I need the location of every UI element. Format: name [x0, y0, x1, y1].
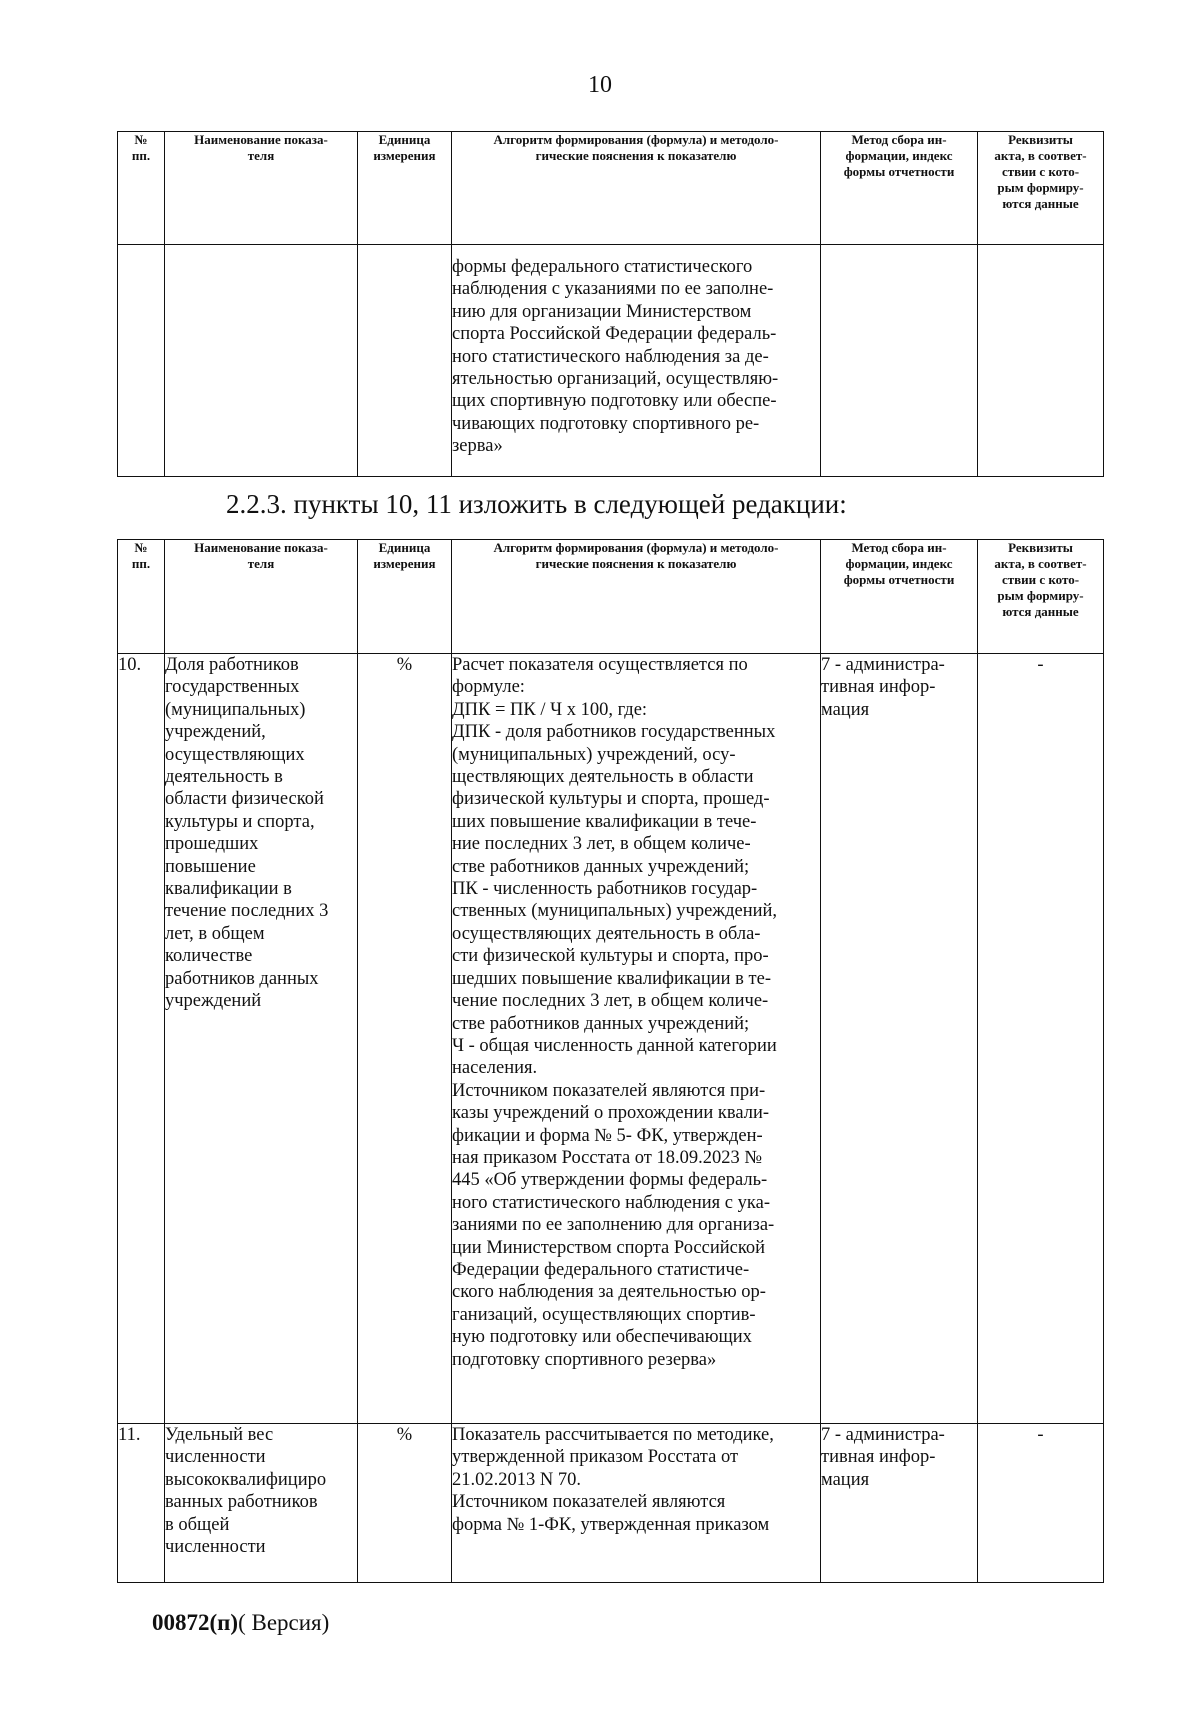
header-algorithm: Алгоритм формирования (формула) и методоло- гические пояснения к показателю — [452, 540, 821, 654]
indicator-requisites: - — [978, 654, 1104, 1424]
indicator-algorithm: Расчет показателя осуществляется по формуле: ДПК = ПК / Ч х 100, где: ДПК - доля работников государственных (муниципальных) учреждений, осу- ществляющих деятельность в области физической культуры и спорта, прошед- ших повышение квалификации в тече- ние последних 3 лет, в общем количе- стве работников данных учреждений; ПК - численность работников государ- ственных (муниципальных) учреждений, осуществляющих деятельность в обла- сти физической культуры и спорта, про- шедших повышение квалификации в те- чение последних 3 лет, в общем количе- стве работников данных учреждений; Ч - общая численность данной категории населения. Источником показателей являются при- казы учреждений о прохождении квали- фикации и форма № 5- ФК, утвержден- ная приказом Росстата от 18.09.2023 № 445 «Об утверждении формы федераль- ного статистического наблюдения с ука- заниями по ее заполнению для организа- ции Министерством спорта Российской Федерации федерального статистиче- ского наблюдения за деятельностью ор- ганизаций, осуществляющих спортив- ную подготовку или обеспечивающих подготовку спортивного резерва» — [452, 654, 821, 1424]
table-row — [118, 245, 1104, 477]
table-header-row — [118, 132, 1104, 245]
header-requisites: Реквизиты акта, в соответ- ствии с кото- рым формиру- ются данные — [978, 132, 1104, 245]
cell-empty — [358, 245, 452, 477]
indicator-name: Доля работников государственных (муниципальных) учреждений, осуществляющих деятельность в области физической культуры и спорта, прошедших повышение квалификации в течение последних 3 лет, в общем количестве работников данных учреждений — [165, 654, 358, 1424]
indicator-table-continued — [117, 131, 1104, 477]
header-method: Метод сбора ин- формации, индекс формы отчетности — [821, 132, 978, 245]
table-header-row — [118, 540, 1104, 654]
cell-empty — [821, 245, 978, 477]
indicator-requisites: - — [978, 1424, 1104, 1583]
header-num: № пп. — [118, 540, 165, 654]
document-code: 00872(п) — [152, 1610, 239, 1635]
header-num: № пп. — [118, 132, 165, 245]
header-unit: Единица измерения — [358, 132, 452, 245]
indicator-algorithm: Показатель рассчитывается по методике, утвержденной приказом Росстата от 21.02.2013 N 70. Источником показателей являются форма № 1-ФК, утвержденная приказом — [452, 1424, 821, 1583]
header-requisites: Реквизиты акта, в соответ- ствии с кото- рым формиру- ются данные — [978, 540, 1104, 654]
indicator-table — [117, 539, 1104, 1583]
row-number: 10. — [118, 654, 165, 1424]
header-name: Наименование показа- теля — [165, 132, 358, 245]
document-version: ( Версия) — [238, 1610, 330, 1635]
header-unit: Единица измерения — [358, 540, 452, 654]
document-footer — [152, 1610, 329, 1636]
row-number: 11. — [118, 1424, 165, 1583]
section-heading: 2.2.3. пункты 10, 11 изложить в следующей редакции: — [226, 489, 847, 519]
header-method: Метод сбора ин- формации, индекс формы отчетности — [821, 540, 978, 654]
indicator-unit: % — [358, 1424, 452, 1583]
indicator-unit: % — [358, 654, 452, 1424]
indicator-method: 7 - администра- тивная инфор- мация — [821, 1424, 978, 1583]
cell-empty — [165, 245, 358, 477]
algorithm-continuation: формы федерального статистического наблюдения с указаниями по ее заполне- нию для организации Министерством спорта Российской Федерации федераль- ного статистического наблюдения за де- ятельностью организаций, осуществляю- щих спортивную подготовку или обеспе- чивающих подготовку спортивного ре- зерва» — [452, 245, 821, 477]
table-row — [118, 654, 1104, 1424]
page-number: 10 — [588, 72, 612, 98]
table-row — [118, 1424, 1104, 1583]
header-algorithm: Алгоритм формирования (формула) и методоло- гические пояснения к показателю — [452, 132, 821, 245]
header-name: Наименование показа- теля — [165, 540, 358, 654]
indicator-method: 7 - администра- тивная инфор- мация — [821, 654, 978, 1424]
indicator-name: Удельный вес численности высококвалифициро ванных работников в общей численности — [165, 1424, 358, 1583]
cell-empty — [978, 245, 1104, 477]
cell-empty — [118, 245, 165, 477]
